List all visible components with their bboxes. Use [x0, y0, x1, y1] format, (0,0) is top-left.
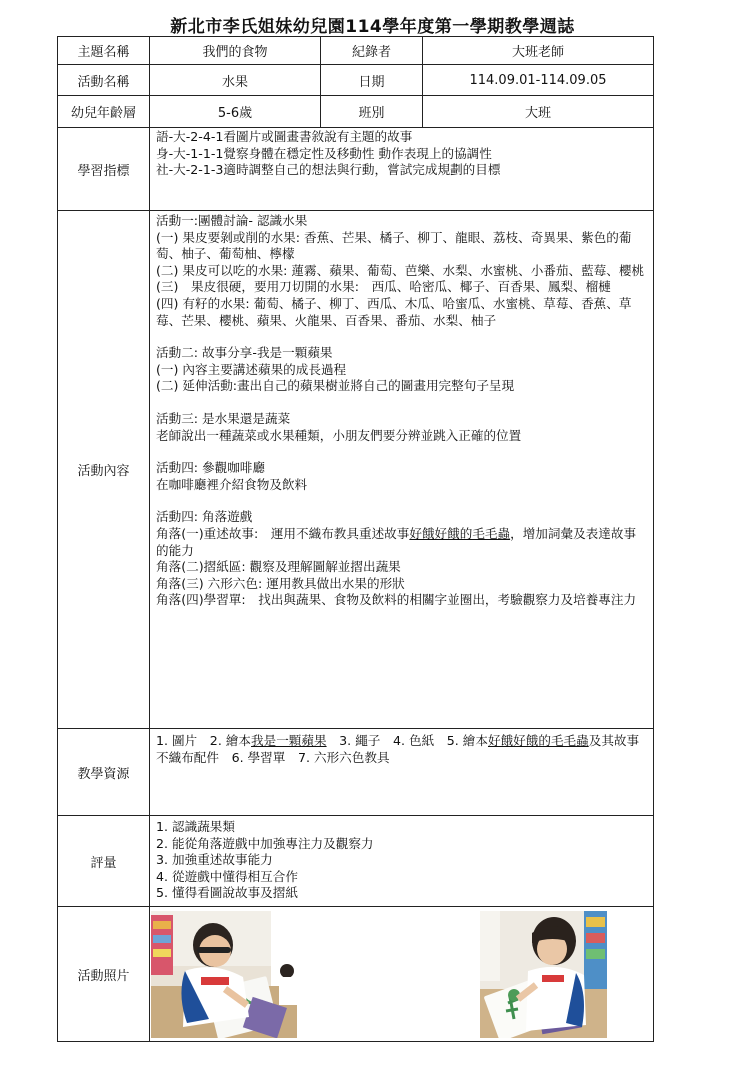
- class-label: 班別: [321, 96, 423, 128]
- activity4-heading: 活動四: 參觀咖啡廳: [156, 460, 265, 476]
- age-label: 幼兒年齡層: [58, 96, 150, 128]
- corner-4-line: 角落(四)學習單: 找出與蔬果、食物及飲料的相關字並圈出，考驗觀察力及培養專注力: [156, 592, 637, 608]
- activity2-heading: 活動二: 故事分享-我是一顆蘋果: [156, 345, 333, 361]
- activity3-line: 老師說出一種蔬菜或水果種類，小朋友們要分辨並跳入正確的位置: [156, 427, 522, 443]
- info-row-theme: [58, 37, 654, 65]
- theme-label: 主題名稱: [58, 37, 150, 65]
- activity-photos-label: 活動照片: [58, 907, 150, 1042]
- corner-games-heading: 活動四: 角落遊戲: [156, 509, 253, 525]
- age-value: 5-6歲: [150, 96, 321, 128]
- recorder-label: 紀錄者: [321, 37, 423, 65]
- weekly-journal-table: [57, 36, 654, 1042]
- book-title-caterpillar: 好餓好餓的毛毛蟲: [487, 733, 589, 748]
- teaching-resources-row: [58, 729, 654, 816]
- assessment-cell: [150, 816, 654, 907]
- recorder-value: 大班老師: [423, 37, 654, 65]
- activity-content-label: 活動內容: [58, 211, 150, 729]
- assessment-item: 4. 從遊戲中懂得相互合作: [156, 868, 298, 884]
- learning-line: 語-大-2-4-1看圖片或圖畫書敘說有主題的故事: [156, 129, 413, 144]
- teaching-resources-label: 教學資源: [58, 729, 150, 816]
- corner-3-line: 角落(三) 六形六色: 運用教具做出水果的形狀: [156, 575, 405, 591]
- document-title: 新北市李氏姐妹幼兒園114學年度第一學期教學週誌: [170, 17, 575, 37]
- activity-name-value: 水果: [150, 65, 321, 96]
- activity-photo-boy-drawing: [151, 911, 297, 1038]
- activity-photo-girl-drawing: [480, 911, 607, 1038]
- corner-2-line: 角落(二)摺紙區: 觀察及理解圖解並摺出蔬果: [156, 559, 401, 575]
- assessment-label: 評量: [58, 816, 150, 907]
- date-label: 日期: [321, 65, 423, 96]
- corner-1-line: 角落(一)重述故事: 運用不織布教具重述故事好餓好餓的毛毛蟲，增加詞彙及表達故事的能力: [156, 525, 637, 558]
- info-row-activity: [58, 65, 654, 96]
- assessment-row: [58, 816, 654, 907]
- activity-name-label: 活動名稱: [58, 65, 150, 96]
- assessment-item: 1. 認識蔬果類: [156, 819, 235, 834]
- activity-content-row: [58, 211, 654, 729]
- activity1-heading: 活動一:團體討論- 認識水果: [156, 213, 308, 228]
- learning-line: 身-大-1-1-1覺察身體在穩定性及移動性 動作表現上的協調性: [156, 145, 492, 161]
- assessment-item: 2. 能從角落遊戲中加強專注力及觀察力: [156, 835, 374, 851]
- assessment-item: 3. 加強重述故事能力: [156, 852, 273, 868]
- activity-photos-cell: [150, 907, 654, 1042]
- learning-line: 社-大-2-1-3適時調整自己的想法與行動，嘗試完成規劃的目標: [156, 162, 501, 178]
- class-value: 大班: [423, 96, 654, 128]
- activity2-line: (一) 內容主要講述蘋果的成長過程: [156, 361, 347, 377]
- activity1-line: (一) 果皮要剝或削的水果: 香蕉、芒果、橘子、柳丁、龍眼、荔枝、奇異果、紫色的葡萄、柚子、葡萄柚、檸檬: [156, 229, 632, 262]
- activity3-heading: 活動三: 是水果還是蔬菜: [156, 410, 291, 426]
- activity1-line: (三) 果皮很硬，要用刀切開的水果: 西瓜、哈密瓜、椰子、百香果、鳳梨、榴槤: [156, 279, 611, 295]
- assessment-item: 5. 懂得看圖說故事及摺紙: [156, 885, 298, 901]
- learning-indicator-label: 學習指標: [58, 128, 150, 211]
- learning-indicator-cell: [150, 128, 654, 211]
- learning-indicator-row: [58, 128, 654, 211]
- activity1-line: (二) 果皮可以吃的水果: 蓮霧、蘋果、葡萄、芭樂、水梨、水蜜桃、小番茄、藍莓、櫻桃: [156, 262, 645, 278]
- activity1-line: (四) 有籽的水果: 葡萄、橘子、柳丁、西瓜、木瓜、哈蜜瓜、水蜜桃、草莓、香蕉、草莓、芒果、櫻桃、蘋果、火龍果、百香果、番茄、水梨、柚子: [156, 295, 632, 328]
- book-title-apple: 我是一顆蘋果: [251, 733, 327, 748]
- activity4-line: 在咖啡廳裡介紹食物及飲料: [156, 476, 308, 492]
- theme-value: 我們的食物: [150, 37, 321, 65]
- teaching-resources-cell: 1. 圖片 2. 繪本我是一顆蘋果 3. 繩子 4. 色紙 5. 繪本好餓好餓的毛毛蟲及其故事不織布配件 6. 學習單 7. 六形六色教具: [150, 729, 654, 816]
- activity2-line: (二) 延伸活動:畫出自己的蘋果樹並將自己的圖畫用完整句子呈現: [156, 378, 515, 394]
- activity-content-cell: [150, 211, 654, 729]
- info-row-age: [58, 96, 654, 128]
- date-value: 114.09.01-114.09.05: [423, 65, 654, 96]
- activity-photos-row: [58, 907, 654, 1042]
- book-title-caterpillar: 好餓好餓的毛毛蟲: [409, 525, 511, 541]
